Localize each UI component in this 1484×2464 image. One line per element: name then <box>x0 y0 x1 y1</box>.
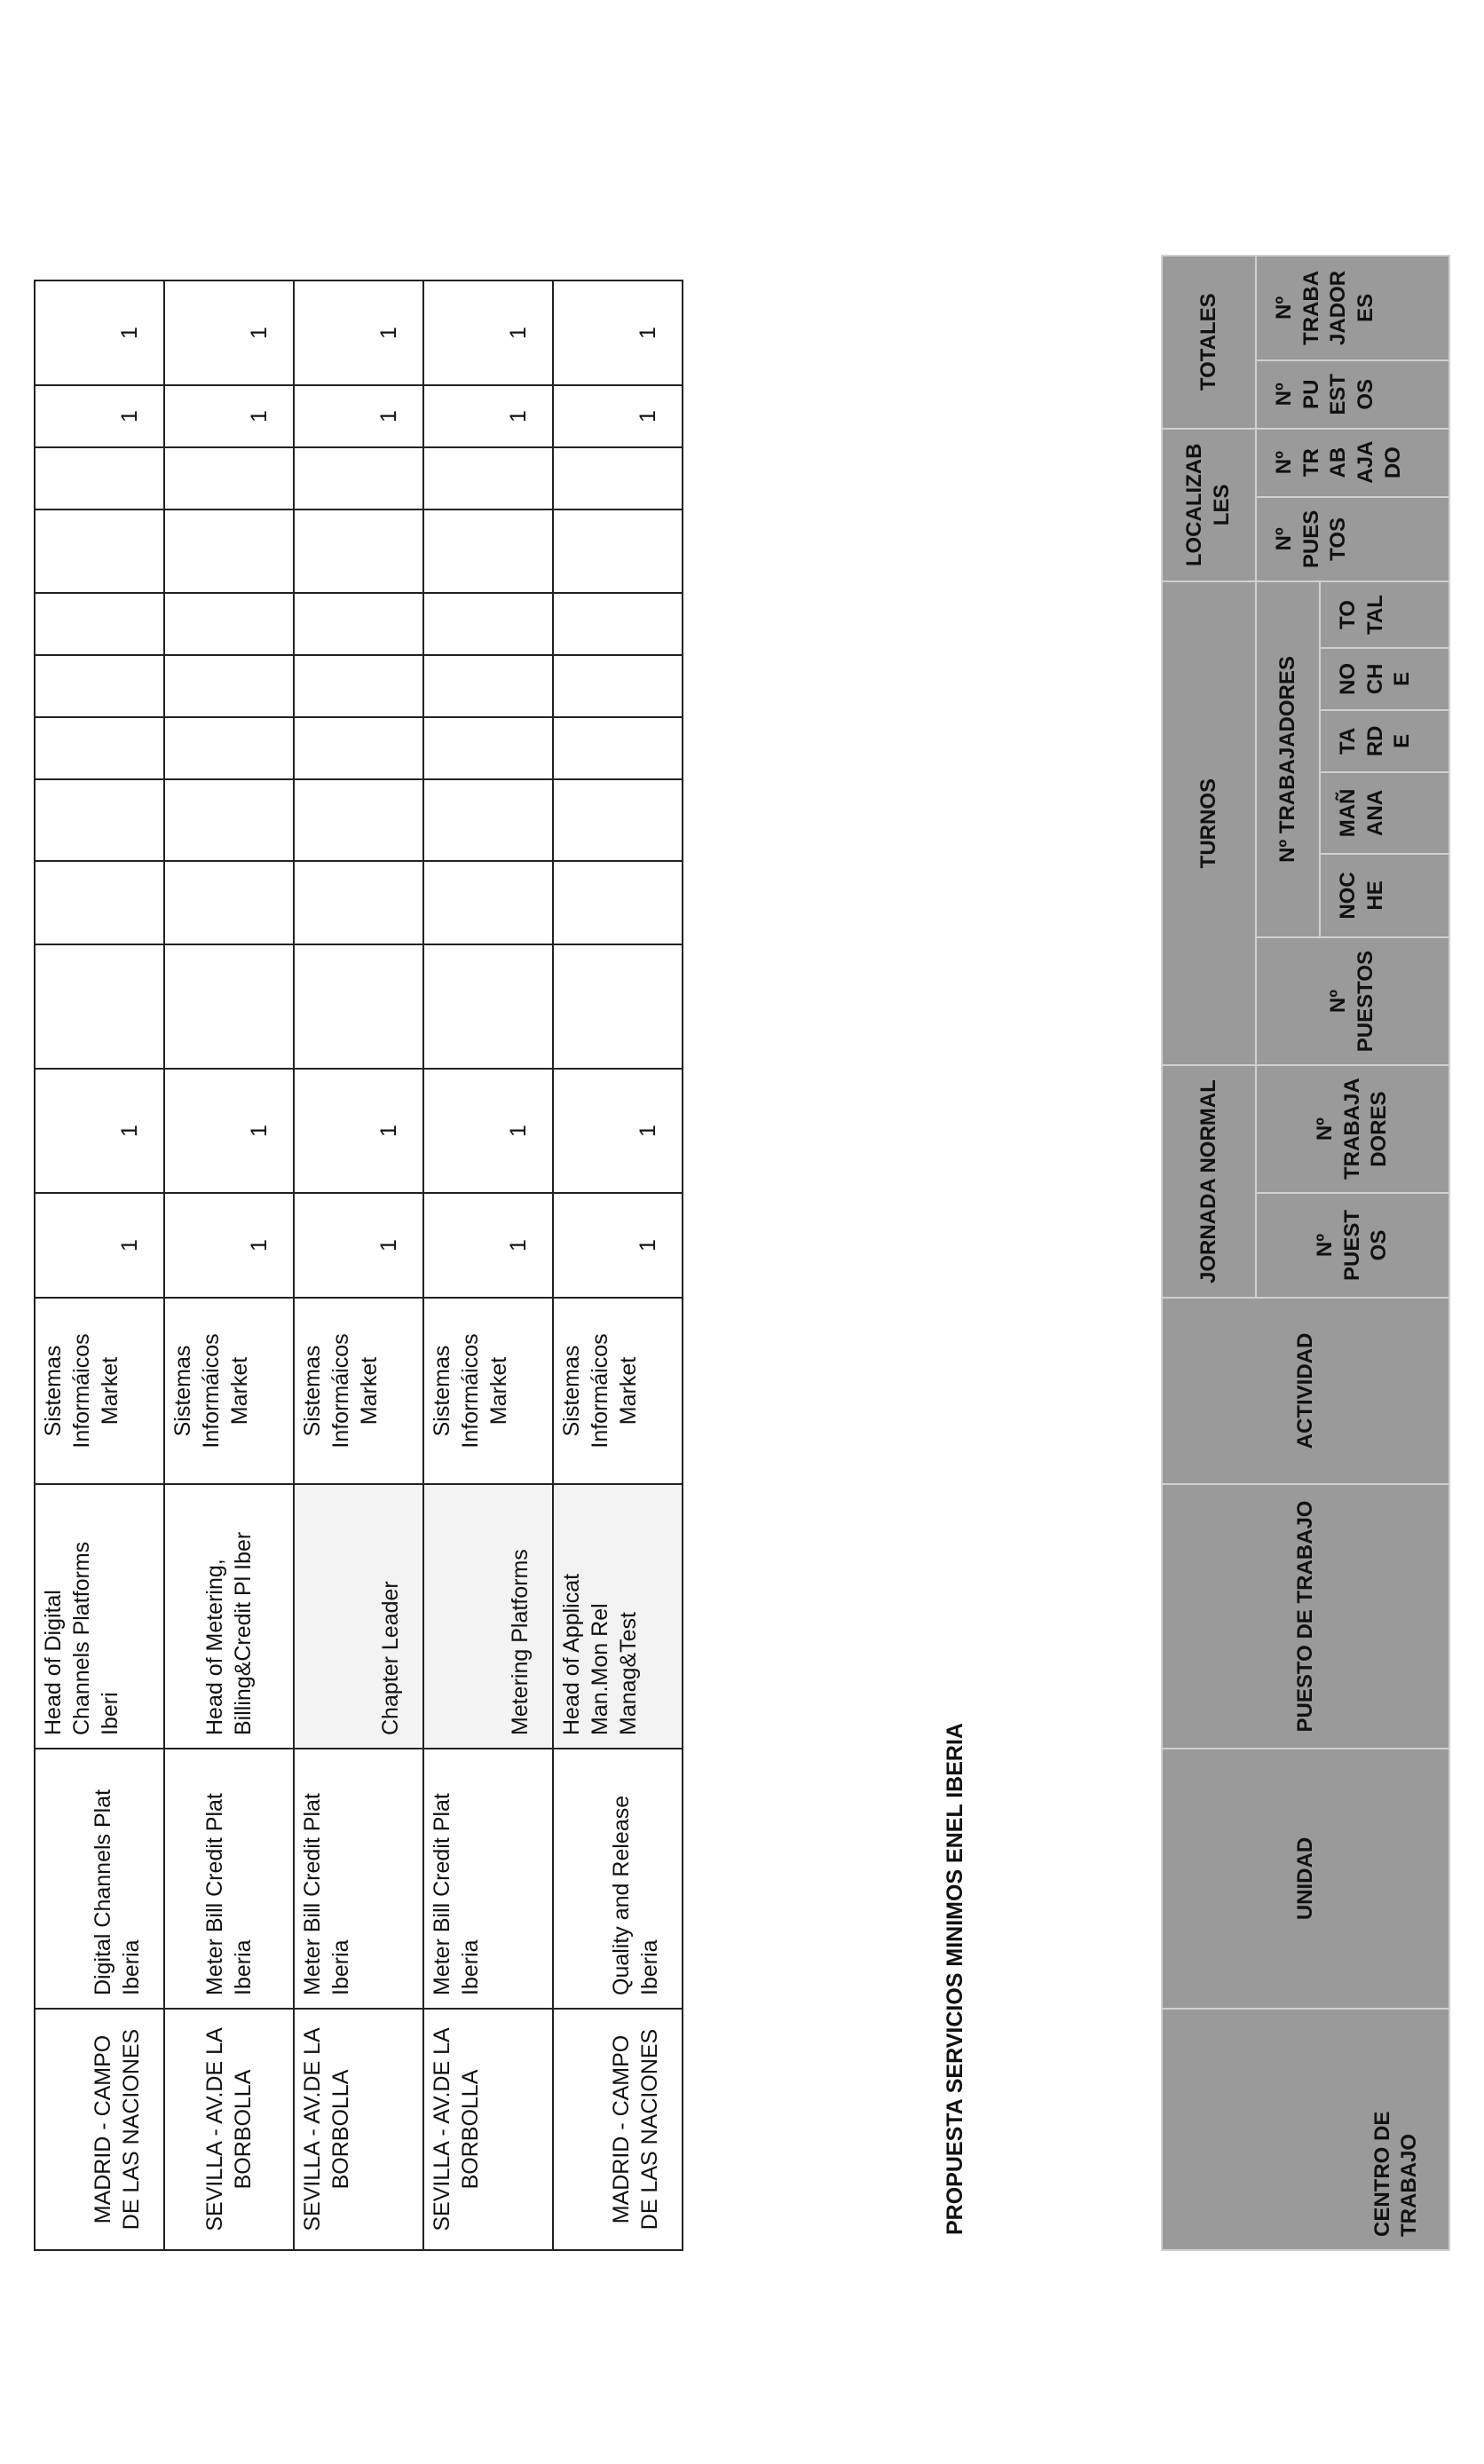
table-row <box>35 280 164 2250</box>
jn-puestos-header: Nº PUEST OS <box>1256 1193 1449 1298</box>
to-puestos-header: Nº PU EST OS <box>1256 360 1449 429</box>
to-trabajadores-cell: 1 <box>553 280 683 385</box>
empty-cell <box>423 944 553 1069</box>
centro-cell: MADRID - CAMPO DE LAS NACIONES <box>553 2009 683 2250</box>
centro-cell: SEVILLA - AV.DE LA BORBOLLA <box>423 2009 553 2250</box>
totales-header: TOTALES <box>1162 256 1256 429</box>
to-puestos-cell: 1 <box>553 385 683 447</box>
unidad-cell: Meter Bill Credit Plat Iberia <box>164 1749 294 2009</box>
empty-cell <box>423 593 553 655</box>
empty-cell <box>164 861 294 944</box>
empty-cell <box>294 447 423 509</box>
empty-cell <box>294 717 423 779</box>
empty-cell <box>164 717 294 779</box>
unidad-cell: Meter Bill Credit Plat Iberia <box>423 1749 553 2009</box>
empty-cell <box>35 509 164 593</box>
table-row <box>294 280 423 2250</box>
puesto-cell: Head of Metering, Billing&Credit Pl Iber <box>164 1484 294 1749</box>
centro-cell: SEVILLA - AV.DE LA BORBOLLA <box>164 2009 294 2250</box>
empty-cell <box>553 717 683 779</box>
empty-cell <box>35 655 164 717</box>
localizables-header: LOCALIZAB LES <box>1162 429 1256 581</box>
empty-cell <box>294 779 423 861</box>
empty-cell <box>553 593 683 655</box>
to-puestos-cell: 1 <box>294 385 423 447</box>
unidad-cell: Digital Channels Plat Iberia <box>35 1749 164 2009</box>
to-puestos-cell: 1 <box>423 385 553 447</box>
puesto-cell: Chapter Leader <box>294 1484 423 1749</box>
jn-trabajadores-cell: 1 <box>164 1069 294 1193</box>
actividad-cell: Sistemas Informáicos Market <box>164 1298 294 1484</box>
noche2-header: NO CH E <box>1320 648 1449 710</box>
lo-puestos-header: Nº PUES TOS <box>1256 497 1449 581</box>
empty-cell <box>164 509 294 593</box>
actividad-cell: Sistemas Informáicos Market <box>423 1298 553 1484</box>
puesto-cell: Head of Applicat Man.Mon Rel Manag&Test <box>553 1484 683 1749</box>
empty-cell <box>164 944 294 1069</box>
header-table <box>1161 255 1450 2251</box>
to-puestos-cell: 1 <box>164 385 294 447</box>
jn-puestos-cell: 1 <box>35 1193 164 1298</box>
to-trabajadores-cell: 1 <box>35 280 164 385</box>
tu-trabajadores-header: Nº TRABAJADORES <box>1256 581 1320 937</box>
empty-cell <box>423 717 553 779</box>
jn-trabajadores-cell: 1 <box>294 1069 423 1193</box>
empty-cell <box>35 779 164 861</box>
lo-trabajadores-header: Nº TR AB AJA DO <box>1256 429 1449 497</box>
empty-cell <box>164 779 294 861</box>
empty-cell <box>294 861 423 944</box>
empty-cell <box>553 944 683 1069</box>
centro-header: CENTRO DE TRABAJO <box>1162 2009 1449 2250</box>
empty-cell <box>35 861 164 944</box>
turnos-header: TURNOS <box>1162 581 1256 1065</box>
jornada-header: JORNADA NORMAL <box>1162 1065 1256 1298</box>
manana-header: MAÑ ANA <box>1320 772 1449 854</box>
empty-cell <box>294 509 423 593</box>
empty-cell <box>423 779 553 861</box>
empty-cell <box>423 655 553 717</box>
empty-cell <box>35 944 164 1069</box>
empty-cell <box>164 593 294 655</box>
empty-cell <box>35 447 164 509</box>
jn-puestos-cell: 1 <box>423 1193 553 1298</box>
puesto-header: PUESTO DE TRABAJO <box>1162 1484 1449 1749</box>
actividad-cell: Sistemas Informáicos Market <box>294 1298 423 1484</box>
jn-puestos-cell: 1 <box>553 1193 683 1298</box>
actividad-cell: Sistemas Informáicos Market <box>553 1298 683 1484</box>
tarde-header: TA RD E <box>1320 710 1449 772</box>
empty-cell <box>553 655 683 717</box>
noche-header: NOC HE <box>1320 854 1449 937</box>
header-row <box>1162 256 1256 2250</box>
table-row <box>553 280 683 2250</box>
centro-cell: SEVILLA - AV.DE LA BORBOLLA <box>294 2009 423 2250</box>
jn-trabajadores-cell: 1 <box>423 1069 553 1193</box>
unidad-cell: Meter Bill Credit Plat Iberia <box>294 1749 423 2009</box>
empty-cell <box>294 655 423 717</box>
centro-cell: MADRID - CAMPO DE LAS NACIONES <box>35 2009 164 2250</box>
data-table <box>34 280 683 2251</box>
jn-puestos-cell: 1 <box>164 1193 294 1298</box>
tu-puestos-header: Nº PUESTOS <box>1256 937 1449 1065</box>
empty-cell <box>553 509 683 593</box>
total-header: TO TAL <box>1320 581 1449 648</box>
to-puestos-cell: 1 <box>35 385 164 447</box>
empty-cell <box>423 509 553 593</box>
empty-cell <box>35 593 164 655</box>
empty-cell <box>294 944 423 1069</box>
empty-cell <box>164 447 294 509</box>
puesto-cell: Head of Digital Channels Platforms Iberi <box>35 1484 164 1749</box>
table-row <box>164 280 294 2250</box>
empty-cell <box>553 779 683 861</box>
to-trabajadores-cell: 1 <box>164 280 294 385</box>
to-trabajadores-cell: 1 <box>294 280 423 385</box>
empty-cell <box>423 447 553 509</box>
to-trabajadores-header: Nº TRABA JADOR ES <box>1256 256 1449 360</box>
empty-cell <box>553 447 683 509</box>
jn-trabajadores-cell: 1 <box>553 1069 683 1193</box>
puesto-cell: Metering Platforms <box>423 1484 553 1749</box>
jn-trabajadores-cell: 1 <box>35 1069 164 1193</box>
page-title: PROPUESTA SERVICIOS MINIMOS ENEL IBERIA <box>943 1723 967 2235</box>
jn-trabajadores-header: Nº TRABAJA DORES <box>1256 1065 1449 1193</box>
actividad-header: ACTIVIDAD <box>1162 1298 1449 1484</box>
jn-puestos-cell: 1 <box>294 1193 423 1298</box>
unidad-header: UNIDAD <box>1162 1749 1449 2009</box>
unidad-cell: Quality and Release Iberia <box>553 1749 683 2009</box>
to-trabajadores-cell: 1 <box>423 280 553 385</box>
empty-cell <box>553 861 683 944</box>
empty-cell <box>294 593 423 655</box>
empty-cell <box>35 717 164 779</box>
empty-cell <box>164 655 294 717</box>
actividad-cell: Sistemas Informáicos Market <box>35 1298 164 1484</box>
empty-cell <box>423 861 553 944</box>
table-row <box>423 280 553 2250</box>
